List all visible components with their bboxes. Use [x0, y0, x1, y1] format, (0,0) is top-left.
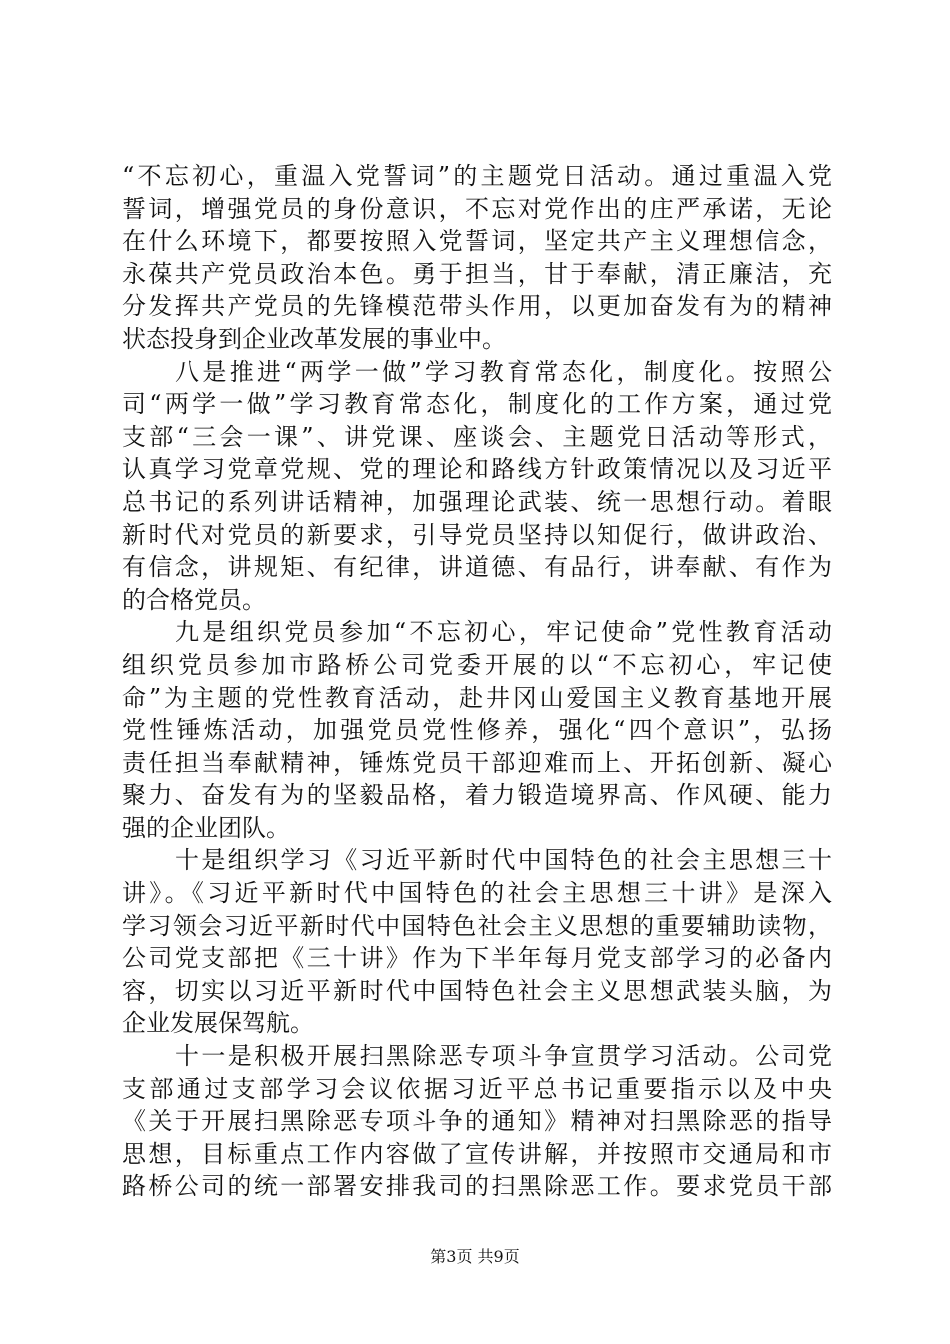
text-line: 责任担当奉献精神，锤炼党员干部迎难而上、开拓创新、凝心 [122, 748, 832, 777]
text-line: 学习领会习近平新时代中国特色社会主义思想的重要辅助读物， [122, 911, 832, 940]
text-line: “不忘初心，重温入党誓词”的主题党日活动。通过重温入党 [122, 162, 832, 190]
page-number-footer: 第3页 共9页 [430, 1247, 520, 1266]
paragraph-start-line: 十是组织学习《习近平新时代中国特色的社会主思想三十 [175, 846, 832, 875]
text-line: 誓词，增强党员的身份意识，不忘对党作出的庄严承诺，无论 [122, 194, 832, 223]
text-line: 组织党员参加市路桥公司党委开展的以“不忘初心，牢记使 [122, 650, 832, 679]
text-line: 总书记的系列讲话精神，加强理论武装、统一思想行动。着眼 [122, 487, 832, 516]
text-line: 认真学习党章党规、党的理论和路线方针政策情况以及习近平 [122, 455, 832, 484]
text-line: 企业发展保驾航。 [122, 1009, 314, 1038]
text-line: 的合格党员。 [122, 585, 266, 614]
text-line: 强的企业团队。 [122, 813, 290, 842]
paragraph-start-line: 十一是积极开展扫黑除恶专项斗争宣贯学习活动。公司党 [175, 1042, 832, 1071]
document-body [122, 160, 832, 1203]
text-line: 永葆共产党员政治本色。勇于担当，甘于奉献，清正廉洁，充 [122, 259, 832, 288]
text-line: 路桥公司的统一部署安排我司的扫黑除恶工作。要求党员干部 [122, 1172, 832, 1201]
text-line: 命”为主题的党性教育活动，赴井冈山爱国主义教育基地开展 [122, 683, 832, 712]
text-line: 《关于开展扫黑除恶专项斗争的通知》精神对扫黑除恶的指导 [122, 1107, 832, 1136]
text-line: 讲》。《习近平新时代中国特色的社会主思想三十讲》是深入 [122, 879, 832, 908]
text-line: 分发挥共产党员的先锋模范带头作用，以更加奋发有为的精神 [122, 292, 832, 321]
paragraph-start-line: 八是推进“两学一做”学习教育常态化，制度化。按照公 [175, 357, 832, 386]
text-line: 公司党支部把《三十讲》作为下半年每月党支部学习的必备内 [122, 944, 832, 973]
text-line: 聚力、奋发有为的坚毅品格，着力锻造境界高、作风硬、能力 [122, 781, 832, 810]
text-line: 党性锤炼活动，加强党员党性修养，强化“四个意识”，弘扬 [122, 716, 832, 745]
text-line: 司“两学一做”学习教育常态化，制度化的工作方案，通过党 [122, 390, 832, 419]
text-line: 支部通过支部学习会议依据习近平总书记重要指示以及中央 [122, 1074, 832, 1103]
text-line: 思想，目标重点工作内容做了宣传讲解，并按照市交通局和市 [122, 1139, 832, 1168]
text-line: 容，切实以习近平新时代中国特色社会主义思想武装头脑，为 [122, 976, 832, 1005]
text-line: 有信念，讲规矩、有纪律，讲道德、有品行，讲奉献、有作为 [122, 553, 832, 582]
text-line: 状态投身到企业改革发展的事业中。 [122, 324, 506, 353]
text-line: 支部“三会一课”、讲党课、座谈会、主题党日活动等形式， [122, 422, 832, 451]
text-line: 在什么环境下，都要按照入党誓词，坚定共产主义理想信念， [122, 227, 832, 256]
text-line: 新时代对党员的新要求，引导党员坚持以知促行，做讲政治、 [122, 520, 832, 549]
paragraph-start-line: 九是组织党员参加“不忘初心，牢记使命”党性教育活动 [175, 618, 832, 647]
